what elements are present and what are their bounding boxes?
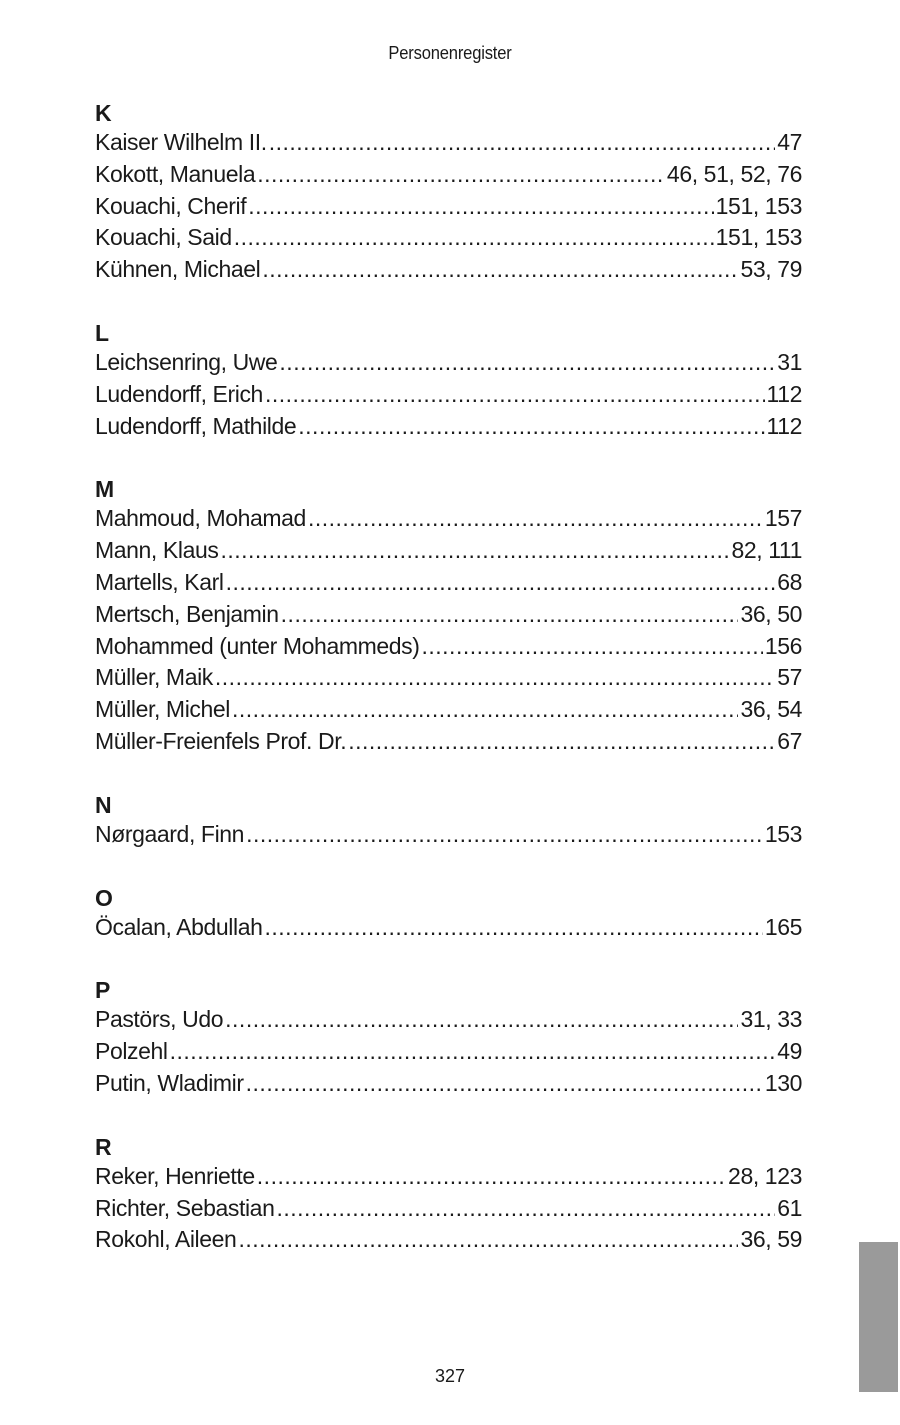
entry-name: Mahmoud, Mohamad	[95, 505, 306, 532]
dot-leader	[257, 1161, 726, 1193]
index-section-n	[95, 788, 802, 851]
dot-leader	[308, 503, 763, 535]
entry-name: Polzehl	[95, 1038, 168, 1065]
entry-pages: 36, 50	[740, 600, 802, 627]
index-section-l	[95, 316, 802, 442]
entry-name: Martells, Karl	[95, 568, 224, 595]
index-entry	[95, 379, 802, 411]
entry-pages: 153	[764, 820, 802, 847]
index-entry	[95, 1068, 802, 1100]
index-entry	[95, 726, 802, 758]
index-entry	[95, 694, 802, 726]
index-entry	[95, 819, 802, 851]
dot-leader	[220, 535, 729, 567]
index-entry	[95, 535, 802, 567]
entry-pages: 156	[764, 632, 802, 659]
entry-name: Ludendorff, Erich	[95, 380, 263, 407]
entry-pages: 151, 153	[715, 192, 802, 219]
index-entry	[95, 599, 802, 631]
dot-leader	[226, 567, 776, 599]
section-letter: O	[95, 884, 113, 911]
entry-name: Mertsch, Benjamin	[95, 600, 279, 627]
entry-name: Kühnen, Michael	[95, 256, 261, 283]
entry-pages: 46, 51, 52, 76	[666, 160, 802, 187]
section-letter: M	[95, 476, 115, 503]
section-letter: K	[95, 100, 112, 126]
index-entry	[95, 567, 802, 599]
entry-pages: 53, 79	[740, 256, 802, 283]
entry-pages: 28, 123	[728, 1162, 802, 1189]
dot-leader	[215, 662, 775, 694]
entry-pages: 31, 33	[740, 1006, 802, 1033]
index-entry	[95, 254, 802, 286]
dot-leader	[225, 1004, 738, 1036]
entry-name: Nørgaard, Finn	[95, 820, 245, 847]
dot-leader	[234, 222, 714, 254]
dot-leader	[248, 191, 713, 223]
dot-leader	[276, 1193, 775, 1225]
entry-pages: 61	[777, 1194, 802, 1221]
entry-name: Müller, Michel	[95, 696, 230, 723]
dot-leader	[246, 1068, 763, 1100]
entry-pages: 67	[777, 727, 802, 754]
index-entry	[95, 662, 802, 694]
dot-leader	[265, 379, 765, 411]
section-letter: L	[95, 319, 110, 346]
dot-leader	[281, 599, 739, 631]
dot-leader	[238, 1224, 738, 1256]
index-section-m	[95, 472, 802, 757]
dot-leader	[232, 694, 738, 726]
entry-pages: 82, 111	[731, 537, 802, 564]
index-section-o	[95, 881, 802, 944]
section-letter: P	[95, 977, 111, 1004]
index-entry	[95, 222, 802, 254]
index-entry	[95, 912, 802, 944]
index-section-r	[95, 1130, 802, 1256]
dot-leader	[269, 127, 775, 159]
dot-leader	[348, 726, 775, 758]
section-letter: R	[95, 1133, 112, 1160]
running-head: Personenregister	[388, 43, 512, 63]
entry-name: Müller, Maik	[95, 664, 213, 691]
dot-leader	[246, 819, 763, 851]
entry-pages: 130	[764, 1069, 802, 1096]
entry-name: Rokohl, Aileen	[95, 1226, 237, 1253]
section-letter: N	[95, 791, 112, 818]
index-entry	[95, 127, 802, 159]
entry-pages: 112	[766, 380, 802, 407]
index-entry	[95, 503, 802, 535]
entry-pages: 151, 153	[715, 224, 802, 251]
entry-name: Mann, Klaus	[95, 537, 219, 564]
dot-leader	[422, 631, 763, 663]
entry-name: Reker, Henriette	[95, 1162, 255, 1189]
index-entry	[95, 1004, 802, 1036]
entry-name: Ludendorff, Mathilde	[95, 412, 297, 439]
index-section-p	[95, 973, 802, 1099]
entry-name: Öcalan, Abdullah	[95, 913, 263, 940]
entry-name: Kaiser Wilhelm II.	[95, 129, 267, 155]
entry-pages: 68	[777, 568, 802, 595]
entry-name: Pastörs, Udo	[95, 1006, 224, 1033]
entry-pages: 36, 59	[740, 1226, 802, 1253]
index-entry	[95, 159, 802, 191]
entry-pages: 49	[777, 1038, 802, 1065]
entry-name: Mohammed (unter Mohammeds)	[95, 632, 420, 659]
index-entry	[95, 631, 802, 663]
entry-pages: 36, 54	[740, 696, 802, 723]
person-index	[95, 96, 802, 1286]
index-entry	[95, 1161, 802, 1193]
entry-name: Kouachi, Said	[95, 224, 232, 251]
entry-pages: 47	[777, 129, 802, 155]
dot-leader	[257, 159, 665, 191]
entry-name: Kouachi, Cherif	[95, 192, 247, 219]
dot-leader	[170, 1036, 776, 1068]
index-section-k	[95, 96, 802, 286]
entry-name: Richter, Sebastian	[95, 1194, 275, 1221]
index-entry	[95, 191, 802, 223]
dot-leader	[298, 411, 764, 443]
entry-pages: 57	[777, 664, 802, 691]
dot-leader	[265, 912, 763, 944]
entry-pages: 31	[777, 348, 802, 375]
index-entry	[95, 347, 802, 379]
entry-name: Kokott, Manuela	[95, 160, 256, 187]
entry-pages: 165	[764, 913, 802, 940]
page-number: 327	[434, 1366, 466, 1386]
entry-name: Müller-Freienfels Prof. Dr.	[95, 727, 347, 754]
entry-pages: 157	[764, 505, 802, 532]
index-entry	[95, 1224, 802, 1256]
index-entry	[95, 1193, 802, 1225]
index-entry	[95, 1036, 802, 1068]
dot-leader	[279, 347, 775, 379]
entry-name: Putin, Wladimir	[95, 1069, 244, 1096]
dot-leader	[262, 254, 738, 286]
index-entry	[95, 411, 802, 443]
entry-pages: 112	[766, 412, 802, 439]
entry-name: Leichsenring, Uwe	[95, 348, 278, 375]
